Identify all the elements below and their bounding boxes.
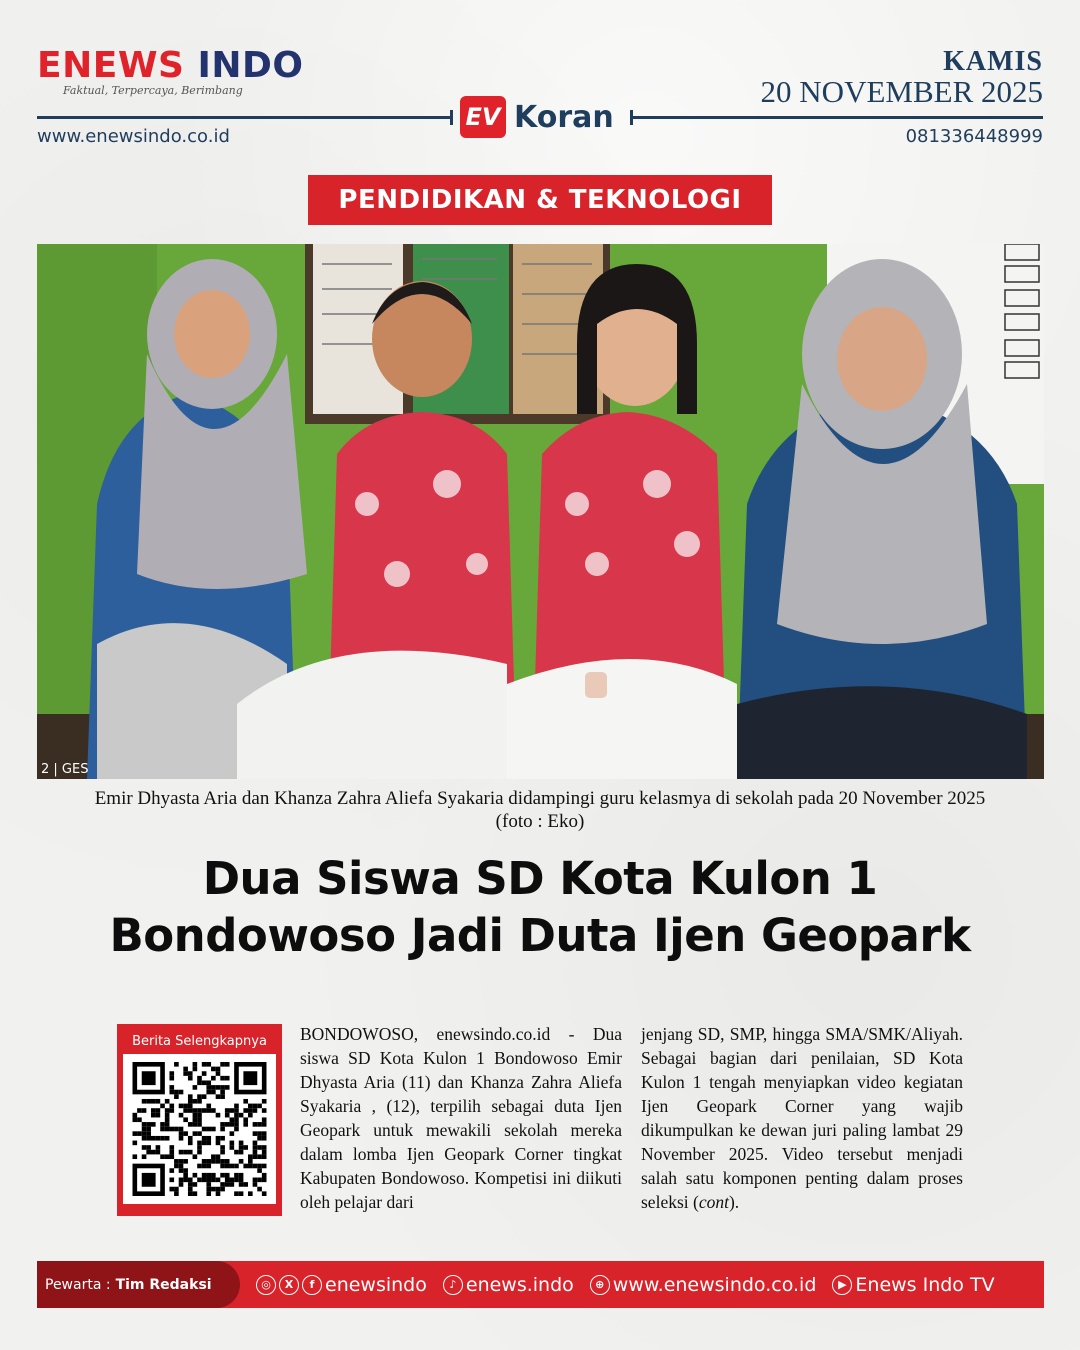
photo-caption: Emir Dhyasta Aria dan Khanza Zahra Aliefa Syakaria didampingi guru kelasmya di sekolah pada 20 November 2025 (foto : Eko) bbox=[94, 788, 986, 832]
article-column-2 bbox=[641, 1022, 963, 1214]
reporter-credit bbox=[37, 1261, 240, 1308]
reporter-label: Pewarta : bbox=[45, 1276, 111, 1293]
social-handle[interactable]: enewsindo bbox=[325, 1273, 427, 1296]
headline-line1: Dua Siswa SD Kota Kulon 1 bbox=[202, 852, 878, 905]
qr-label: Berita Selengkapnya bbox=[132, 1034, 267, 1049]
brand-logo bbox=[37, 46, 304, 97]
article-column-2-end: ). bbox=[728, 1192, 740, 1212]
article-cont-marker: cont bbox=[698, 1192, 729, 1212]
article-photo bbox=[37, 244, 1044, 779]
header-phone: 081336448999 bbox=[905, 126, 1043, 147]
tiktok-handle[interactable]: enews.indo bbox=[465, 1273, 574, 1296]
header-rule-right bbox=[630, 116, 1043, 119]
date-day: KAMIS bbox=[943, 46, 1043, 77]
instagram-icon[interactable]: ◎ bbox=[256, 1275, 276, 1295]
footer-bar bbox=[37, 1261, 1044, 1308]
photo-watermark: 2 | GES bbox=[41, 762, 89, 777]
header-website-link[interactable]: www.enewsindo.co.id bbox=[37, 126, 230, 147]
category-badge: PENDIDIKAN & TEKNOLOGI bbox=[308, 175, 772, 225]
qr-code-icon bbox=[131, 1062, 268, 1196]
qr-code[interactable] bbox=[123, 1054, 276, 1204]
tiktok-link[interactable] bbox=[443, 1274, 574, 1296]
youtube-icon[interactable]: ▶ bbox=[832, 1275, 852, 1295]
brand-tagline: Faktual, Terpercaya, Berimbang bbox=[63, 84, 243, 97]
article-column-2-text: jenjang SD, SMP, hingga SMA/SMK/Aliyah. Sebagai bagian dari penilaian, SD Kota Kulon 1 tengah menyiapkan video kegiatan Ijen Geopark Corner yang wajib dikumpulkan ke dewan juri paling lambat 29 November 2025. Video tersebut menjadi salah satu komponen penting dalam proses seleksi ( bbox=[641, 1024, 963, 1212]
website-link[interactable] bbox=[590, 1274, 817, 1296]
koran-label: Koran bbox=[514, 99, 614, 135]
header-rule-left bbox=[37, 116, 453, 119]
qr-code-box[interactable] bbox=[117, 1024, 282, 1216]
koran-logo-icon: EV bbox=[460, 96, 506, 138]
koran-badge bbox=[460, 96, 614, 138]
tiktok-icon[interactable]: ♪ bbox=[443, 1275, 463, 1295]
headline-line2: Bondowoso Jadi Duta Ijen Geopark bbox=[109, 909, 971, 962]
article-column-1: BONDOWOSO, enewsindo.co.id - Dua siswa SD Kota Kulon 1 Bondowoso Emir Dhyasta Aria (11) dan Khanza Zahra Aliefa Syakaria , (12), terpilih sebagai duta Ijen Geopark untuk mewakili sekolah mereka dalam lomba Ijen Geopark Corner tingkat Kabupaten Bondowoso. Kompetisi ini diikuti oleh pelajar dari bbox=[300, 1024, 622, 1212]
photo-illustration bbox=[37, 244, 1044, 779]
footer-website[interactable]: www.enewsindo.co.id bbox=[612, 1273, 817, 1296]
brand-name bbox=[37, 46, 304, 86]
youtube-link[interactable] bbox=[832, 1274, 994, 1296]
social-link[interactable] bbox=[256, 1274, 427, 1296]
globe-icon[interactable]: ⊕ bbox=[590, 1275, 610, 1295]
headline bbox=[40, 850, 1040, 964]
facebook-icon[interactable]: f bbox=[302, 1275, 322, 1295]
x-icon[interactable]: X bbox=[279, 1275, 299, 1295]
reporter-name: Tim Redaksi bbox=[115, 1276, 212, 1293]
date-full: 20 NOVEMBER 2025 bbox=[760, 74, 1043, 109]
youtube-channel[interactable]: Enews Indo TV bbox=[855, 1273, 995, 1296]
brand-name-part2: INDO bbox=[197, 45, 304, 86]
brand-name-part1: ENEWS bbox=[37, 45, 185, 86]
